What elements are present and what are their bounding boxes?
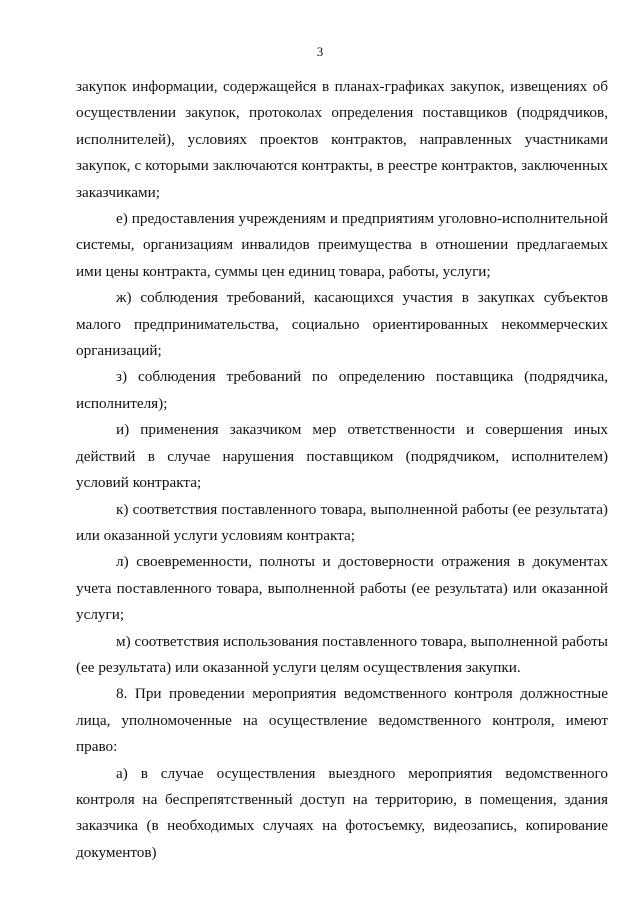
paragraph-item-z: з) соблюдения требований по определению поставщика (подрядчика, исполнителя); <box>76 368 608 412</box>
paragraph-continuation: закупок информации, содержащейся в планах-графиках закупок, извещениях об осуществлении закупок, протоколах определения поставщиков (подрядчиков, исполнителей), условиях проектов контрактов, направленных участниками закупок, с которыми заключаются контракты, в реестре контрактов, заключенных заказчиками; <box>76 78 608 201</box>
paragraph-item-l: л) своевременности, полноты и достоверности отражения в документах учета поставленного товара, выполненной работы (ее результата) или оказанной услуги; <box>76 553 608 624</box>
paragraph-item-i: и) применения заказчиком мер ответственности и совершения иных действий в случае нарушения поставщиком (подрядчиком, исполнителем) условий контракта; <box>76 421 608 492</box>
paragraph-item-e: е) предоставления учреждениям и предприятиям уголовно-исполнительной системы, организациям инвалидов преимущества в отношении предлагаемых ими цены контракта, суммы цен единиц товара, работы, услуги; <box>76 210 608 280</box>
document-body <box>76 74 608 866</box>
page-number: 3 <box>316 44 324 59</box>
paragraph-item-a: а) в случае осуществления выездного мероприятия ведомственного контроля на беспрепятственный доступ на территорию, в помещения, здания заказчика (в необходимых случаях на фотосъемку, видеозапись, копирование документов) <box>76 764 608 861</box>
paragraph-item-m: м) соответствия использования поставленного товара, выполненной работы (ее результата) или оказанной услуги целям осуществления закупки. <box>76 632 608 676</box>
paragraph-item-k: к) соответствия поставленного товара, выполненной работы (ее результата) или оказанной услуги условиям контракта; <box>76 500 608 544</box>
paragraph-section-8: 8. При проведении мероприятия ведомственного контроля должностные лица, уполномоченные на осуществление ведомственного контроля, имеют право: <box>76 685 608 756</box>
paragraph-item-zh: ж) соблюдения требований, касающихся участия в закупках субъектов малого предпринимательства, социально ориентированных некоммерческих организаций; <box>76 289 608 360</box>
